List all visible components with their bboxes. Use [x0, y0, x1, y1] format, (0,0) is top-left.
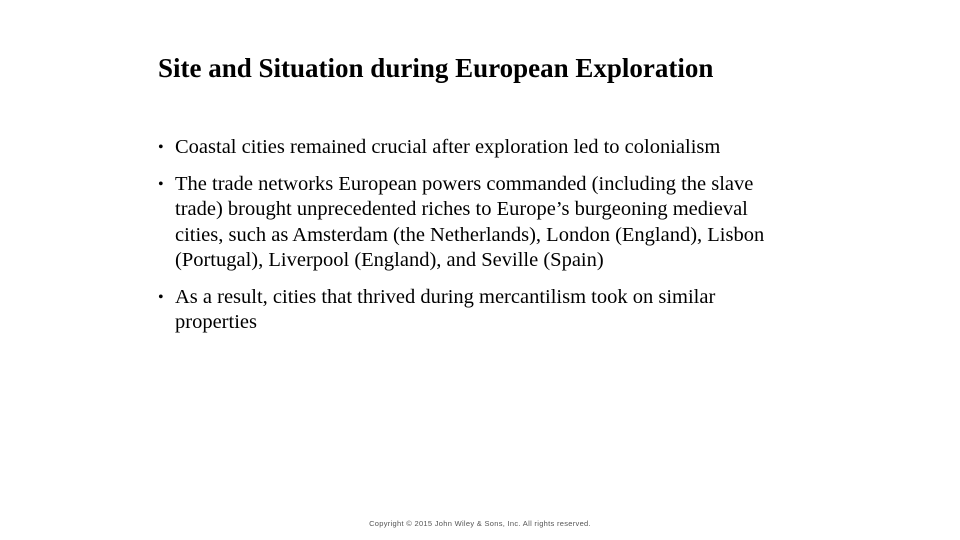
- bullet-list: [158, 135, 798, 347]
- bullet-item: [158, 172, 798, 274]
- bullet-marker: •: [158, 175, 164, 193]
- copyright-footer: Copyright © 2015 John Wiley & Sons, Inc. All rights reserved.: [369, 519, 591, 528]
- bullet-marker: •: [158, 288, 164, 306]
- bullet-marker: •: [158, 139, 164, 156]
- bullet-item: [158, 285, 798, 336]
- bullet-text: As a result, cities that thrived during mercantilism took on similar properties: [175, 285, 716, 333]
- bullet-text: Coastal cities remained crucial after exploration led to colonialism: [175, 136, 721, 158]
- slide-title: Site and Situation during European Exploration: [158, 53, 714, 83]
- bullet-text: The trade networks European powers commanded (including the slave trade) brought unprecedented riches to Europe’s burgeoning medieval cities, such as Amsterdam (the Netherlands), London (England), Lisbon (Portugal), Liverpool (England), and Seville (Spain): [175, 172, 765, 271]
- bullet-item: [158, 135, 798, 161]
